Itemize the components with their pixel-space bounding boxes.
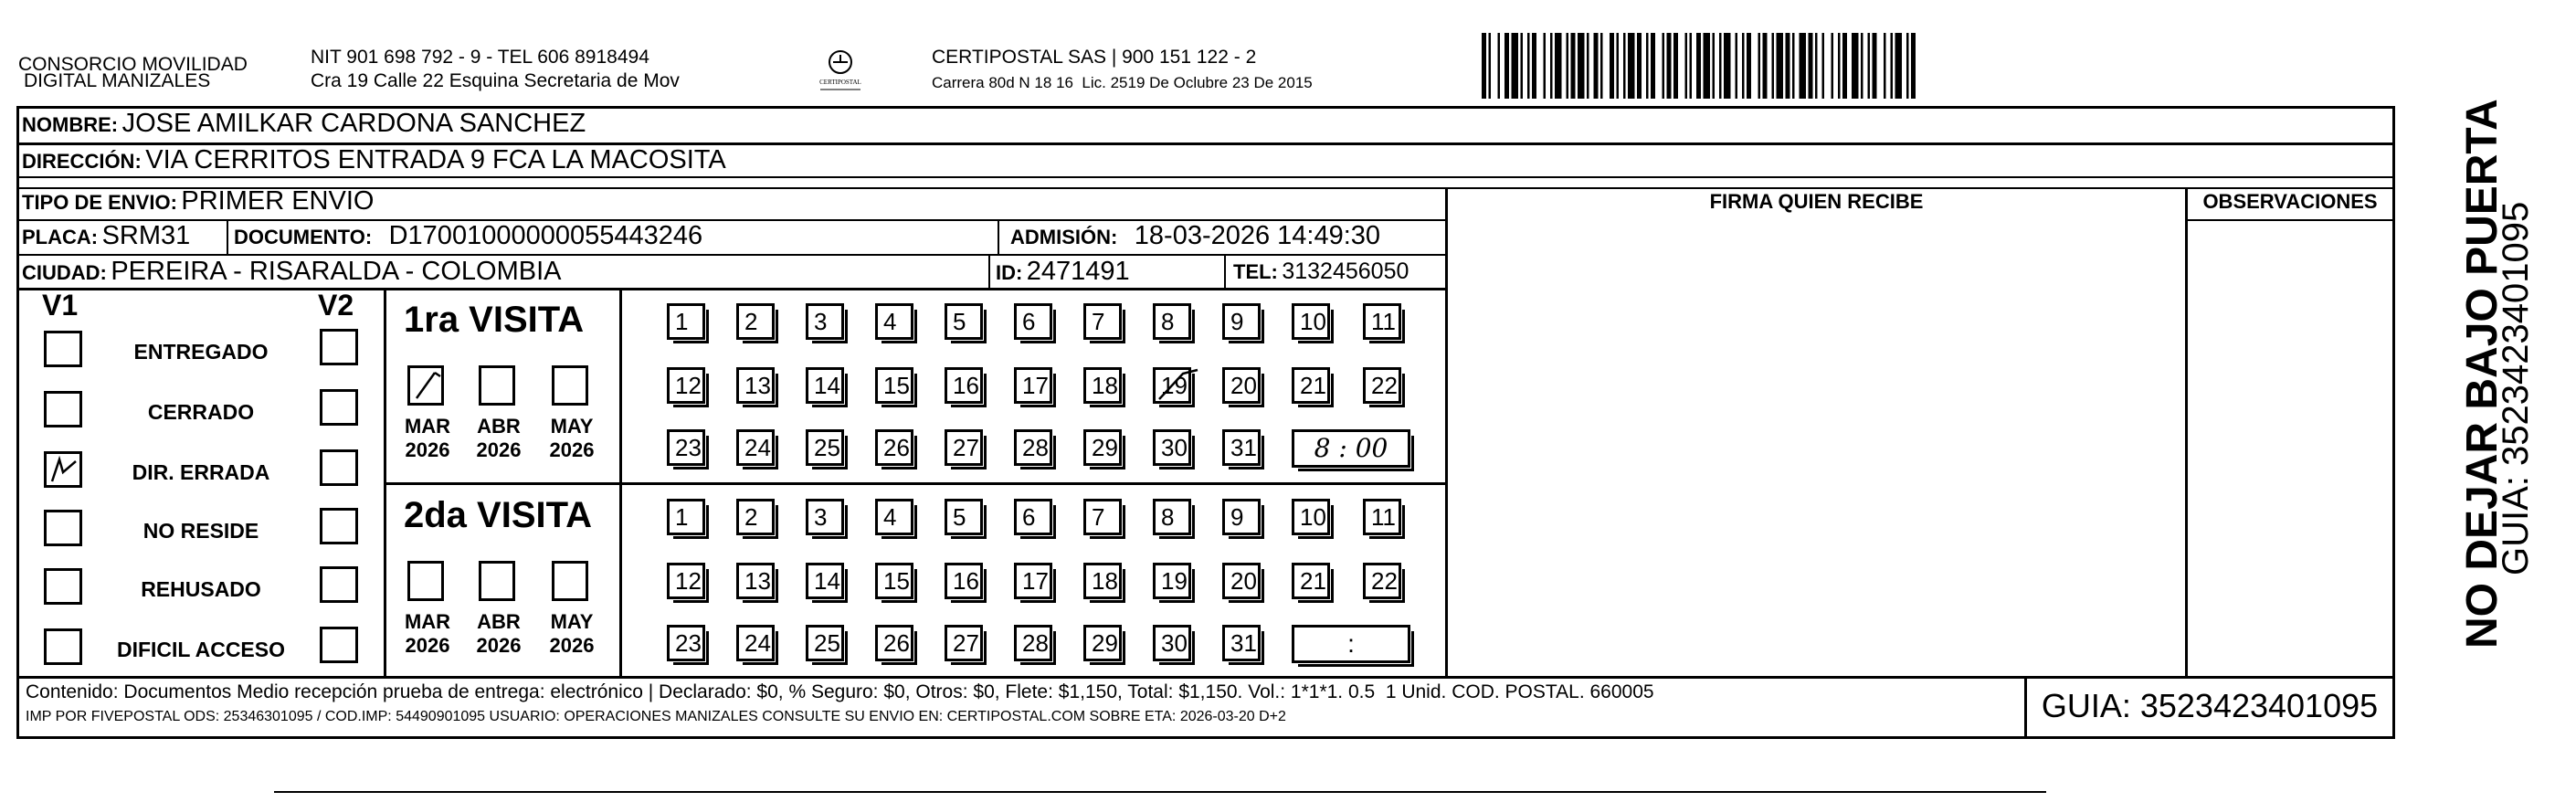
barcode-bar: [1800, 33, 1807, 99]
no-dejar-bajo-puerta: NO DEJAR BAJO PUERTA: [2458, 99, 2507, 649]
day-box[interactable]: 21: [1292, 367, 1330, 404]
documento-value: D17001000000055443246: [388, 221, 703, 250]
barcode-bar: [1637, 33, 1642, 99]
day-box[interactable]: 1: [667, 499, 705, 535]
day-box[interactable]: 15: [875, 367, 913, 404]
day-box[interactable]: 21: [1292, 563, 1330, 599]
barcode-bar: [1861, 33, 1863, 99]
time-box[interactable]: :: [1292, 625, 1410, 663]
barcode-bar: [1891, 33, 1894, 99]
day-box[interactable]: 11: [1363, 499, 1401, 535]
nombre-value: JOSE AMILKAR CARDONA SANCHEZ: [121, 109, 586, 138]
day-box[interactable]: 3: [806, 303, 844, 340]
nombre-label: NOMBRE:: [22, 113, 119, 136]
day-box[interactable]: 14: [806, 367, 844, 404]
month-checkbox[interactable]: [479, 365, 515, 406]
barcode-bar: [1673, 33, 1678, 99]
visit-title: 1ra VISITA: [404, 300, 585, 340]
barcode-bar: [1555, 33, 1562, 99]
day-box[interactable]: 12: [667, 367, 705, 404]
day-box[interactable]: 18: [1083, 367, 1122, 404]
day-box[interactable]: 23: [667, 429, 705, 466]
guia-box: GUIA: 3523423401095: [2041, 687, 2379, 724]
barcode-bar: [1512, 33, 1519, 99]
day-box[interactable]: 5: [945, 499, 983, 535]
month-checkbox[interactable]: [407, 365, 444, 406]
v2-checkbox[interactable]: [320, 627, 358, 663]
barcode-bar: [1747, 33, 1751, 99]
barcode: [1482, 33, 2212, 99]
v1-checkbox[interactable]: [44, 628, 82, 665]
v2-checkbox[interactable]: [320, 449, 358, 486]
option-label: NO RESIDE: [143, 519, 259, 543]
ciudad-row: [22, 256, 561, 287]
month-label: MAR 2026: [404, 610, 451, 657]
day-box[interactable]: 19: [1153, 563, 1191, 599]
day-box[interactable]: 5: [945, 303, 983, 340]
tipo-envio-value: PRIMER ENVIO: [181, 186, 375, 216]
day-box[interactable]: 29: [1083, 625, 1122, 661]
barcode-bar: [1532, 33, 1536, 99]
day-box[interactable]: 26: [875, 429, 913, 466]
barcode-bar: [1651, 33, 1655, 99]
v1-header: V1: [42, 289, 79, 322]
v1-checkbox[interactable]: [44, 451, 82, 488]
barcode-bar: [1567, 33, 1569, 99]
courier-name: CERTIPOSTAL SAS | 900 151 122 - 2: [932, 47, 1257, 68]
barcode-bar: [1587, 33, 1589, 99]
barcode-bar: [1578, 33, 1585, 99]
admision-value: 18-03-2026 14:49:30: [1134, 221, 1381, 250]
v2-header: V2: [318, 289, 354, 322]
month-label: MAY 2026: [549, 415, 595, 461]
tipo-envio-row: [22, 185, 374, 216]
option-label: DIR. ERRADA: [132, 460, 270, 484]
barcode-bar: [1852, 33, 1859, 99]
day-box[interactable]: 8: [1153, 499, 1191, 535]
v2-checkbox[interactable]: [320, 508, 358, 544]
documento-field: [234, 220, 702, 251]
day-box[interactable]: 14: [806, 563, 844, 599]
barcode-bar: [1594, 33, 1599, 99]
day-box[interactable]: 12: [667, 563, 705, 599]
placa-row: [22, 220, 190, 251]
company-nit: NIT 901 698 792 - 9 - TEL 606 8918494: [311, 47, 649, 68]
placa-value: SRM31: [101, 221, 191, 250]
tipo-envio-label: TIPO DE ENVIO:: [22, 191, 177, 214]
day-box[interactable]: 28: [1014, 625, 1052, 661]
admision-label: ADMISIÓN:: [1010, 226, 1118, 248]
day-box[interactable]: 13: [736, 367, 775, 404]
day-box[interactable]: 31: [1222, 429, 1261, 466]
month-checkbox[interactable]: [479, 561, 515, 601]
barcode-bar: [1704, 33, 1711, 99]
day-box[interactable]: 3: [806, 499, 844, 535]
company-name-line2: DIGITAL MANIZALES: [24, 70, 211, 91]
barcode-bar: [1911, 33, 1916, 99]
id-value: 2471491: [1026, 257, 1130, 286]
day-box[interactable]: 10: [1292, 303, 1330, 340]
barcode-bar: [1792, 33, 1795, 99]
day-box[interactable]: 19: [1153, 367, 1191, 404]
day-box[interactable]: 25: [806, 625, 844, 661]
admision-field: [1010, 220, 1380, 251]
barcode-bar: [1724, 33, 1731, 99]
day-box[interactable]: 20: [1222, 563, 1261, 599]
day-box[interactable]: 13: [736, 563, 775, 599]
barcode-bar: [1713, 33, 1716, 99]
observaciones-area[interactable]: [2188, 221, 2392, 676]
barcode-bar: [1815, 33, 1818, 99]
day-box[interactable]: 27: [945, 625, 983, 661]
barcode-bar: [1763, 33, 1768, 99]
day-box[interactable]: 28: [1014, 429, 1052, 466]
barcode-bar: [1777, 33, 1784, 99]
barcode-bar: [1527, 33, 1530, 99]
side-guia: GUIA: 3523423401095: [2496, 201, 2536, 575]
day-box[interactable]: 2: [736, 499, 775, 535]
barcode-bar: [1742, 33, 1745, 99]
time-box[interactable]: 8 : 00: [1292, 429, 1410, 468]
day-box[interactable]: 8: [1153, 303, 1191, 340]
v2-checkbox[interactable]: [320, 389, 358, 426]
signature-area[interactable]: [1448, 221, 2185, 676]
id-label: ID:: [996, 261, 1023, 284]
v1-checkbox[interactable]: [44, 331, 82, 367]
tel-label: TEL:: [1233, 260, 1278, 283]
ciudad-label: CIUDAD:: [22, 261, 107, 284]
barcode-bar: [1482, 33, 1486, 99]
day-box[interactable]: 4: [875, 499, 913, 535]
barcode-bar: [1696, 33, 1701, 99]
barcode-bar: [1758, 33, 1761, 99]
day-box[interactable]: 22: [1363, 563, 1401, 599]
barcode-bar: [1868, 33, 1871, 99]
day-box[interactable]: 15: [875, 563, 913, 599]
day-box[interactable]: 2: [736, 303, 775, 340]
option-label: CERRADO: [147, 400, 255, 424]
day-box[interactable]: 30: [1153, 625, 1191, 661]
month-label: MAR 2026: [404, 415, 451, 461]
barcode-bar: [1646, 33, 1649, 99]
company-name-line1: CONSORCIO MOVILIDAD: [18, 54, 248, 75]
v1-checkbox[interactable]: [44, 391, 82, 427]
barcode-bar: [1544, 33, 1547, 99]
month-label: ABR 2026: [476, 610, 522, 657]
day-box[interactable]: 20: [1222, 367, 1261, 404]
footer-print-info: IMP POR FIVEPOSTAL ODS: 25346301095 / COD.IMP: 54490901095 USUARIO: OPERACIONES MANIZALES CONSULTE SU ENVIO EN: CERTIPOSTAL.COM SOBRE ETA: 2026-03-20 D+2: [26, 709, 1286, 724]
barcode-bar: [1736, 33, 1738, 99]
documento-label: DOCUMENTO:: [234, 226, 373, 248]
barcode-bar: [1521, 33, 1524, 99]
day-box[interactable]: 26: [875, 625, 913, 661]
month-label: ABR 2026: [476, 415, 522, 461]
barcode-bar: [1772, 33, 1775, 99]
ciudad-value: PEREIRA - RISARALDA - COLOMBIA: [111, 257, 562, 286]
option-label: ENTREGADO: [133, 340, 269, 364]
id-field: [996, 256, 1130, 287]
barcode-bar: [1719, 33, 1722, 99]
barcode-bar: [1832, 33, 1834, 99]
v1-checkbox[interactable]: [44, 568, 82, 605]
day-box[interactable]: 18: [1083, 563, 1122, 599]
barcode-bar: [1809, 33, 1813, 99]
barcode-bar: [1610, 33, 1614, 99]
day-box[interactable]: 16: [945, 367, 983, 404]
day-box[interactable]: 6: [1014, 303, 1052, 340]
barcode-bar: [1550, 33, 1553, 99]
tel-field: [1233, 259, 1409, 285]
month-label: MAY 2026: [549, 610, 595, 657]
day-box[interactable]: 16: [945, 563, 983, 599]
certipostal-logo: [813, 44, 868, 99]
month-checkbox[interactable]: [552, 561, 588, 601]
day-box[interactable]: 22: [1363, 367, 1401, 404]
day-box[interactable]: 24: [736, 429, 775, 466]
direccion-value: VIA CERRITOS ENTRADA 9 FCA LA MACOSITA: [145, 145, 726, 174]
barcode-bar: [1504, 33, 1509, 99]
firma-quien-recibe-label: FIRMA QUIEN RECIBE: [1709, 190, 1924, 213]
day-box[interactable]: 25: [806, 429, 844, 466]
barcode-bar: [1663, 33, 1665, 99]
day-box[interactable]: 11: [1363, 303, 1401, 340]
day-box[interactable]: 7: [1083, 303, 1122, 340]
direccion-label: DIRECCIÓN:: [22, 150, 142, 173]
barcode-bar: [1628, 33, 1635, 99]
barcode-bar: [1906, 33, 1909, 99]
placa-label: PLACA:: [22, 226, 99, 248]
observaciones-label: OBSERVACIONES: [2202, 190, 2378, 213]
barcode-bar: [1842, 33, 1847, 99]
barcode-bar: [1873, 33, 1877, 99]
day-box[interactable]: 9: [1222, 303, 1261, 340]
barcode-bar: [1617, 33, 1620, 99]
day-box[interactable]: 17: [1014, 563, 1052, 599]
barcode-bar: [1667, 33, 1672, 99]
barcode-bar: [1786, 33, 1790, 99]
day-box[interactable]: 29: [1083, 429, 1122, 466]
footer-contents: Contenido: Documentos Medio recepción prueba de entrega: electrónico | Declarado: $0, % Seguro: $0, Otros: $0, Flete: $1,150, Total: $1,150. Vol.: 1*1*1. 0.5 1 Unid. COD. POSTAL. 660005: [26, 681, 1654, 702]
barcode-bar: [1822, 33, 1825, 99]
barcode-bar: [1690, 33, 1693, 99]
day-box[interactable]: 6: [1014, 499, 1052, 535]
v2-checkbox[interactable]: [320, 329, 358, 365]
day-box[interactable]: 17: [1014, 367, 1052, 404]
barcode-bar: [1838, 33, 1841, 99]
barcode-bar: [1498, 33, 1501, 99]
tel-value: 3132456050: [1282, 259, 1409, 284]
nombre-row: [22, 108, 586, 139]
day-box[interactable]: 24: [736, 625, 775, 661]
day-box[interactable]: 27: [945, 429, 983, 466]
day-box[interactable]: 1: [667, 303, 705, 340]
barcode-bar: [1489, 33, 1492, 99]
option-label: DIFICIL ACCESO: [116, 638, 285, 661]
barcode-bar: [1623, 33, 1626, 99]
day-box[interactable]: 10: [1292, 499, 1330, 535]
day-box[interactable]: 4: [875, 303, 913, 340]
month-checkbox[interactable]: [407, 561, 444, 601]
v2-checkbox[interactable]: [320, 566, 358, 603]
option-label: REHUSADO: [141, 577, 261, 601]
month-checkbox[interactable]: [552, 365, 588, 406]
direccion-row: [22, 144, 726, 175]
courier-license: Carrera 80d N 18 16 Lic. 2519 De Oclubre 23 De 2015: [932, 74, 1313, 91]
day-box[interactable]: 31: [1222, 625, 1261, 661]
day-box[interactable]: 7: [1083, 499, 1122, 535]
svg-text:CERTIPOSTAL: CERTIPOSTAL: [819, 79, 861, 86]
barcode-bar: [1884, 33, 1886, 99]
company-address: Cra 19 Calle 22 Esquina Secretaria de Mov: [311, 70, 680, 91]
barcode-bar: [1571, 33, 1576, 99]
barcode-bar: [1685, 33, 1688, 99]
barcode-bar: [1600, 33, 1603, 99]
day-box[interactable]: 23: [667, 625, 705, 661]
day-box[interactable]: 9: [1222, 499, 1261, 535]
day-box[interactable]: 30: [1153, 429, 1191, 466]
visit-title: 2da VISITA: [404, 495, 592, 535]
barcode-bar: [1895, 33, 1903, 99]
v1-checkbox[interactable]: [44, 510, 82, 546]
